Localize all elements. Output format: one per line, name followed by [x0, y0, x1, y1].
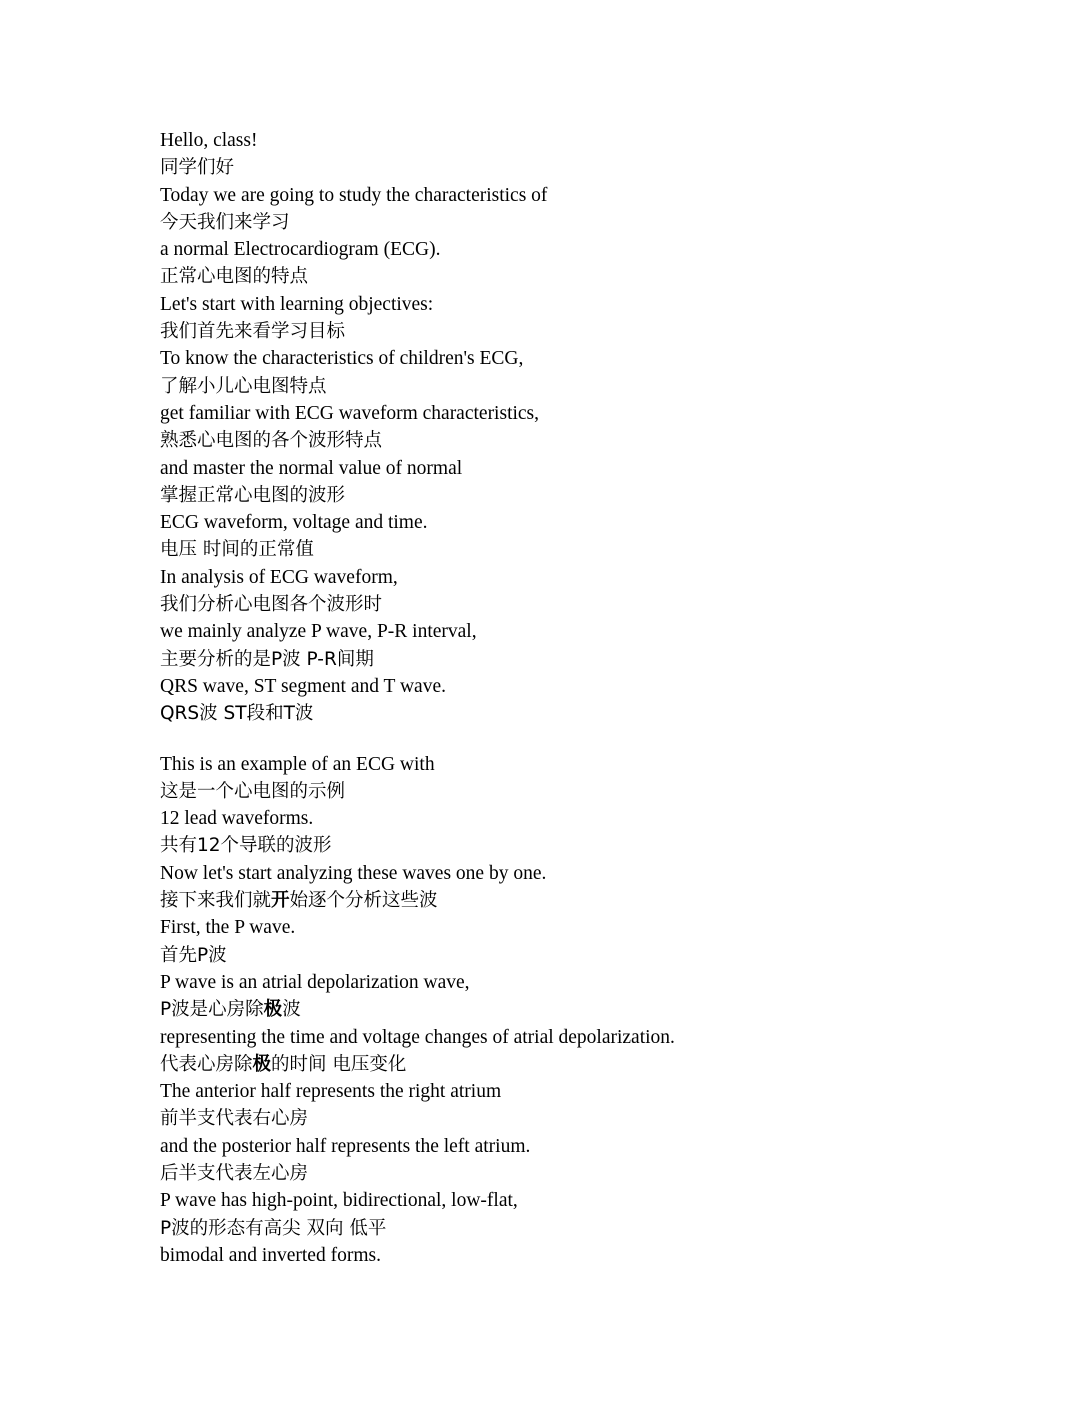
chinese-line: 正常心电图的特点 [160, 266, 309, 288]
text-segment: P波是心房除 [160, 999, 264, 1021]
chinese-line: 了解小儿心电图特点 [160, 375, 327, 397]
english-line: QRS wave, ST segment and T wave. [160, 675, 446, 697]
english-line: Today we are going to study the characteristics of [160, 184, 548, 206]
chinese-line: 我们分析心电图各个波形时 [160, 594, 383, 616]
chinese-line: 今天我们来学习 [160, 211, 290, 233]
text-segment: 始逐个分析这些波 [289, 890, 438, 912]
transcript-content [160, 127, 980, 1269]
english-line: we mainly analyze P wave, P-R interval, [160, 621, 477, 643]
english-line: In analysis of ECG waveform, [160, 566, 398, 588]
english-line: 12 lead waveforms. [160, 808, 314, 830]
english-line: Now let's start analyzing these waves one by one. [160, 862, 547, 884]
chinese-line [160, 996, 980, 1023]
english-line: and the posterior half represents the left atrium. [160, 1135, 531, 1157]
english-line: P wave is an atrial depolarization wave, [160, 971, 470, 993]
chinese-line: 前半支代表右心房 [160, 1108, 309, 1130]
english-line: Let's start with learning objectives: [160, 293, 434, 315]
english-line: bimodal and inverted forms. [160, 1244, 381, 1266]
transcript-block-objectives [160, 127, 980, 728]
chinese-line: 主要分析的是P波 P-R间期 [160, 648, 374, 670]
chinese-line: 熟悉心电图的各个波形特点 [160, 430, 383, 452]
chinese-line: 首先P波 [160, 944, 227, 966]
english-line: The anterior half represents the right atrium [160, 1081, 502, 1103]
english-line: a normal Electrocardiogram (ECG). [160, 239, 441, 261]
english-line: Hello, class! [160, 130, 258, 151]
chinese-line: QRS波 ST段和T波 [160, 703, 314, 725]
chinese-line: 共有12个导联的波形 [160, 835, 332, 857]
bold-text-segment: 极 [263, 999, 283, 1021]
english-line: and master the normal value of normal [160, 457, 463, 479]
transcript-block-p-wave [160, 751, 980, 1270]
chinese-line: 同学们好 [160, 157, 235, 179]
english-line: To know the characteristics of children's ECG, [160, 348, 524, 370]
text-segment: 波 [282, 999, 301, 1021]
bold-text-segment: 极 [252, 1053, 272, 1075]
chinese-line: 我们首先来看学习目标 [160, 321, 346, 343]
chinese-line: 这是一个心电图的示例 [160, 780, 346, 802]
paragraph-gap [160, 728, 980, 751]
english-line: ECG waveform, voltage and time. [160, 512, 428, 534]
text-segment: 的时间 电压变化 [271, 1053, 407, 1075]
chinese-line: 掌握正常心电图的波形 [160, 484, 346, 506]
chinese-line: 后半支代表左心房 [160, 1162, 309, 1184]
text-segment: 代表心房除 [160, 1053, 253, 1075]
chinese-line: 电压 时间的正常值 [160, 539, 314, 561]
chinese-line [160, 1051, 980, 1078]
chinese-line [160, 887, 980, 914]
english-line: get familiar with ECG waveform characteristics, [160, 402, 540, 424]
english-line: First, the P wave. [160, 917, 296, 939]
english-line: This is an example of an ECG with [160, 753, 435, 775]
bold-text-segment: 开 [271, 890, 290, 912]
text-segment: 接下来我们就 [160, 890, 272, 912]
english-line: P wave has high-point, bidirectional, low-flat, [160, 1190, 518, 1212]
english-line: representing the time and voltage changes of atrial depolarization. [160, 1026, 675, 1048]
chinese-line: P波的形态有高尖 双向 低平 [160, 1217, 387, 1239]
